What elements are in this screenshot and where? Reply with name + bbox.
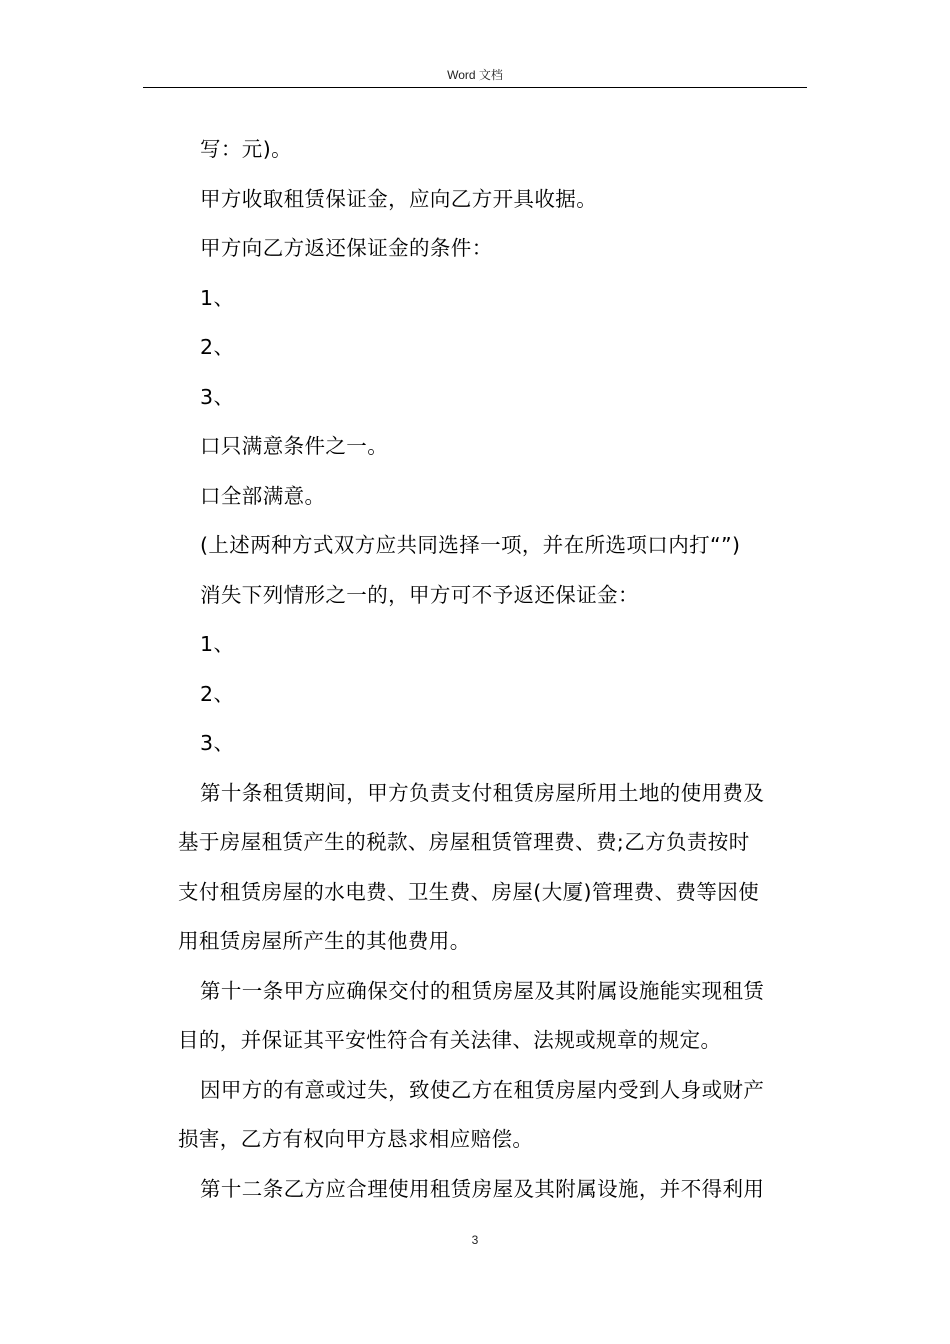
list-item: 2、 <box>200 681 235 706</box>
page-header <box>143 0 807 90</box>
paragraph: 甲方收取租赁保证金，应向乙方开具收据。 <box>200 186 598 211</box>
list-item: 2、 <box>200 335 235 359</box>
article-11-line: 第十一条甲方应确保交付的租赁房屋及其附属设施能实现租赁 <box>200 978 765 1003</box>
paragraph: (上述两种方式双方应共同选择一项，并在所选项口内打“”) <box>200 533 741 557</box>
list-item: 3、 <box>200 384 235 409</box>
paragraph: 消失下列情形之一的，甲方可不予返还保证金： <box>200 582 639 607</box>
page-number: 3 <box>471 1233 479 1247</box>
article-10-line: 基于房屋租赁产生的税款、房屋租赁管理费、费;乙方负责按时 <box>178 830 750 854</box>
checkbox-option: 口只满意条件之一。 <box>200 434 389 458</box>
paragraph: 因甲方的有意或过失，致使乙方在租赁房屋内受到人身或财产 <box>200 1077 765 1102</box>
paragraph: 损害，乙方有权向甲方恳求相应赔偿。 <box>178 1127 534 1151</box>
document-body <box>178 125 802 1214</box>
checkbox-option: 口全部满意。 <box>200 483 326 508</box>
header-divider <box>143 87 807 88</box>
article-10-line: 支付租赁房屋的水电费、卫生费、房屋(大厦)管理费、费等因使 <box>178 879 760 904</box>
article-12-line: 第十二条乙方应合理使用租赁房屋及其附属设施，并不得利用 <box>200 1176 765 1201</box>
article-10-line: 第十条租赁期间，甲方负责支付租赁房屋所用土地的使用费及 <box>200 780 765 805</box>
list-item: 3、 <box>200 731 235 755</box>
paragraph: 写：元)。 <box>200 137 292 161</box>
article-10-line: 用租赁房屋所产生的其他费用。 <box>178 929 471 953</box>
list-item: 1、 <box>200 632 235 656</box>
article-11-line: 目的，并保证其平安性符合有关法律、法规或规章的规定。 <box>178 1028 722 1052</box>
paragraph: 甲方向乙方返还保证金的条件： <box>200 236 493 260</box>
header-title: Word 文档 <box>447 68 503 82</box>
list-item: 1、 <box>200 285 235 310</box>
